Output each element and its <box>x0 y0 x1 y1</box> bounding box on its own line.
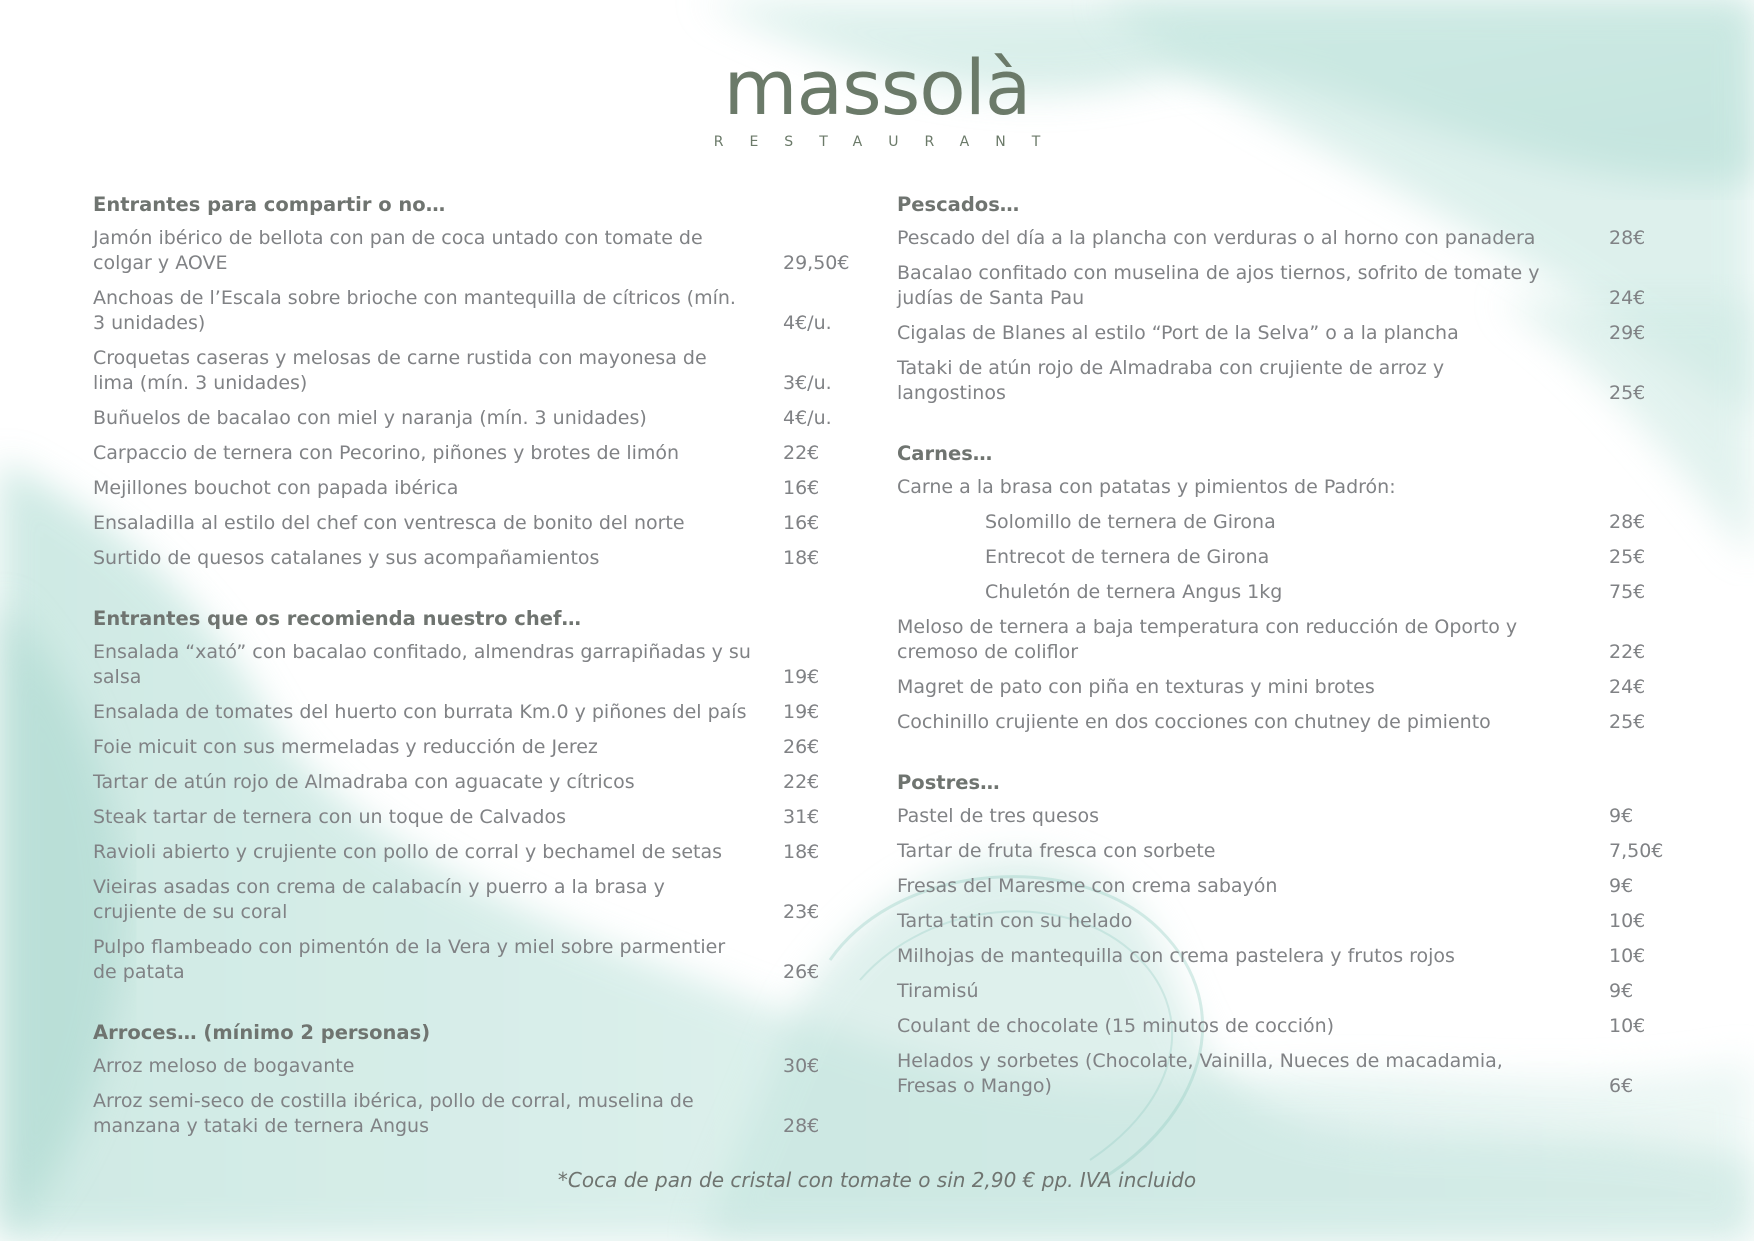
section-title: Carnes… <box>897 442 993 465</box>
dish-name: Vieiras asadas con crema de calabacín y puerro a la brasa y crujiente de su coral <box>93 876 665 923</box>
menu-item <box>93 935 853 985</box>
dish-price: 4€/u. <box>783 407 832 429</box>
menu-item <box>93 346 853 396</box>
dish-name: Steak tartar de ternera con un toque de Calvados <box>93 806 566 828</box>
dish-name: Pastel de tres quesos <box>897 805 1100 827</box>
menu-item <box>897 261 1667 311</box>
menu-item <box>93 875 853 925</box>
dish-name: Ensalada “xató” con bacalao confitado, almendras garrapiñadas y su salsa <box>93 641 751 688</box>
menu-item <box>897 1049 1667 1099</box>
menu-item <box>897 944 1667 969</box>
brand-logo <box>0 43 1754 150</box>
menu-section-entrantes-que-os-recomienda-nuestro-chef <box>93 604 853 985</box>
dish-price: 22€ <box>1609 641 1646 663</box>
dish-price: 3€/u. <box>783 372 832 394</box>
section-title: Pescados… <box>897 193 1020 216</box>
menu-column-right <box>897 190 1667 1132</box>
menu-item <box>897 874 1667 899</box>
dish-price: 28€ <box>1609 511 1646 533</box>
dish-name: Surtido de quesos catalanes y sus acompañamientos <box>93 547 600 569</box>
menu-item <box>897 321 1667 346</box>
menu-item <box>897 675 1667 700</box>
bread-footnote: *Coca de pan de cristal con tomate o sin 2,90 € pp. IVA incluido <box>557 1168 1197 1192</box>
dish-name: Tarta tatin con su helado <box>897 910 1133 932</box>
menu-item <box>93 406 853 431</box>
dish-price: 29,50€ <box>783 252 850 274</box>
dish-name: Bacalao confitado con muselina de ajos tiernos, sofrito de tomate y judías de Santa Pau <box>897 262 1540 309</box>
menu-item <box>897 475 1667 500</box>
dish-price: 30€ <box>783 1055 820 1077</box>
menu-item <box>93 511 853 536</box>
dish-price: 9€ <box>1609 980 1634 1002</box>
menu-item <box>897 510 1667 535</box>
dish-name: Pescado del día a la plancha con verduras o al horno con panadera <box>897 227 1536 249</box>
dish-name: Carne a la brasa con patatas y pimientos de Padrón: <box>897 476 1396 498</box>
dish-price: 22€ <box>783 771 820 793</box>
dish-price: 28€ <box>1609 227 1646 249</box>
dish-name: Foie micuit con sus mermeladas y reducción de Jerez <box>93 736 598 758</box>
menu-item <box>897 226 1667 251</box>
dish-price: 24€ <box>1609 287 1646 309</box>
dish-name: Anchoas de l’Escala sobre brioche con mantequilla de cítricos (mín. 3 unidades) <box>93 287 736 334</box>
menu-section-pescados <box>897 190 1667 406</box>
dish-name: Carpaccio de ternera con Pecorino, piñones y brotes de limón <box>93 442 680 464</box>
dish-name: Cigalas de Blanes al estilo “Port de la Selva” o a la plancha <box>897 322 1459 344</box>
dish-price: 25€ <box>1609 546 1646 568</box>
dish-price: 9€ <box>1609 805 1634 827</box>
brand-tagline: RESTAURANT <box>713 134 1067 150</box>
dish-price: 10€ <box>1609 1015 1646 1037</box>
dish-price: 4€/u. <box>783 312 832 334</box>
menu-section-entrantes-para-compartir-o-no <box>93 190 853 571</box>
menu-item <box>897 909 1667 934</box>
menu-item <box>93 770 853 795</box>
menu-item <box>93 1089 853 1139</box>
menu-section-postres <box>897 768 1667 1099</box>
menu-section-carnes <box>897 439 1667 735</box>
menu-item <box>93 546 853 571</box>
section-title: Entrantes para compartir o no… <box>93 193 446 216</box>
dish-name: Ensaladilla al estilo del chef con ventresca de bonito del norte <box>93 512 685 534</box>
menu-item <box>93 476 853 501</box>
menu-item <box>93 840 853 865</box>
dish-name: Milhojas de mantequilla con crema pastelera y frutos rojos <box>897 945 1455 967</box>
menu-item <box>897 710 1667 735</box>
dish-name: Arroz semi-seco de costilla ibérica, pollo de corral, muselina de manzana y tataki de ternera Angus <box>93 1090 694 1137</box>
dish-price: 9€ <box>1609 875 1634 897</box>
dish-price: 24€ <box>1609 676 1646 698</box>
dish-name: Jamón ibérico de bellota con pan de coca untado con tomate de colgar y AOVE <box>93 227 703 274</box>
dish-name: Chuletón de ternera Angus 1kg <box>985 581 1283 603</box>
dish-name: Magret de pato con piña en texturas y mini brotes <box>897 676 1375 698</box>
menu-item <box>897 356 1667 406</box>
menu-item <box>897 545 1667 570</box>
dish-name: Arroz meloso de bogavante <box>93 1055 355 1077</box>
dish-name: Entrecot de ternera de Girona <box>985 546 1270 568</box>
dish-name: Ravioli abierto y crujiente con pollo de corral y bechamel de setas <box>93 841 723 863</box>
dish-name: Tartar de fruta fresca con sorbete <box>897 840 1216 862</box>
dish-name: Tataki de atún rojo de Almadraba con crujiente de arroz y langostinos <box>897 357 1445 404</box>
menu-column-left <box>93 190 853 1172</box>
dish-price: 25€ <box>1609 382 1646 404</box>
dish-price: 29€ <box>1609 322 1646 344</box>
dish-name: Coulant de chocolate (15 minutos de cocción) <box>897 1015 1335 1037</box>
dish-name: Solomillo de ternera de Girona <box>985 511 1276 533</box>
brand-name: massolà <box>723 43 1031 132</box>
menu-item <box>93 286 853 336</box>
menu-item <box>93 1054 853 1079</box>
dish-price: 16€ <box>783 512 820 534</box>
dish-price: 22€ <box>783 442 820 464</box>
menu-item <box>93 700 853 725</box>
menu-item <box>93 640 853 690</box>
dish-price: 26€ <box>783 961 820 983</box>
dish-name: Croquetas caseras y melosas de carne rustida con mayonesa de lima (mín. 3 unidades) <box>93 347 707 394</box>
dish-price: 75€ <box>1609 581 1646 603</box>
dish-name: Pulpo flambeado con pimentón de la Vera y miel sobre parmentier de patata <box>93 936 726 983</box>
dish-name: Buñuelos de bacalao con miel y naranja (mín. 3 unidades) <box>93 407 647 429</box>
dish-name: Meloso de ternera a baja temperatura con reducción de Oporto y cremoso de coliflor <box>897 616 1518 663</box>
menu-item <box>93 735 853 760</box>
dish-price: 25€ <box>1609 711 1646 733</box>
dish-price: 16€ <box>783 477 820 499</box>
dish-price: 31€ <box>783 806 820 828</box>
dish-name: Cochinillo crujiente en dos cocciones con chutney de pimiento <box>897 711 1491 733</box>
section-title: Postres… <box>897 771 1000 794</box>
dish-price: 23€ <box>783 901 820 923</box>
menu-item <box>93 441 853 466</box>
menu-item <box>897 1014 1667 1039</box>
menu-item <box>93 805 853 830</box>
dish-price: 19€ <box>783 701 820 723</box>
menu-item <box>897 804 1667 829</box>
dish-price: 26€ <box>783 736 820 758</box>
dish-price: 6€ <box>1609 1075 1634 1097</box>
dish-price: 7,50€ <box>1609 840 1664 862</box>
dish-price: 18€ <box>783 547 820 569</box>
section-title: Arroces… (mínimo 2 personas) <box>93 1021 431 1044</box>
menu-item <box>93 226 853 276</box>
menu-item <box>897 839 1667 864</box>
dish-price: 10€ <box>1609 945 1646 967</box>
dish-price: 18€ <box>783 841 820 863</box>
dish-name: Tartar de atún rojo de Almadraba con aguacate y cítricos <box>93 771 635 793</box>
dish-price: 10€ <box>1609 910 1646 932</box>
dish-name: Tiramisú <box>897 980 979 1002</box>
menu-item <box>897 615 1667 665</box>
dish-price: 19€ <box>783 666 820 688</box>
section-title: Entrantes que os recomienda nuestro chef… <box>93 607 581 630</box>
menu-section-arroces-minimo-2-personas <box>93 1018 853 1139</box>
dish-name: Fresas del Maresme con crema sabayón <box>897 875 1278 897</box>
dish-price: 28€ <box>783 1115 820 1137</box>
dish-name: Mejillones bouchot con papada ibérica <box>93 477 459 499</box>
dish-name: Ensalada de tomates del huerto con burrata Km.0 y piñones del país <box>93 701 747 723</box>
menu-item <box>897 979 1667 1004</box>
dish-name: Helados y sorbetes (Chocolate, Vainilla, Nueces de macadamia, Fresas o Mango) <box>897 1050 1503 1097</box>
menu-item <box>897 580 1667 605</box>
